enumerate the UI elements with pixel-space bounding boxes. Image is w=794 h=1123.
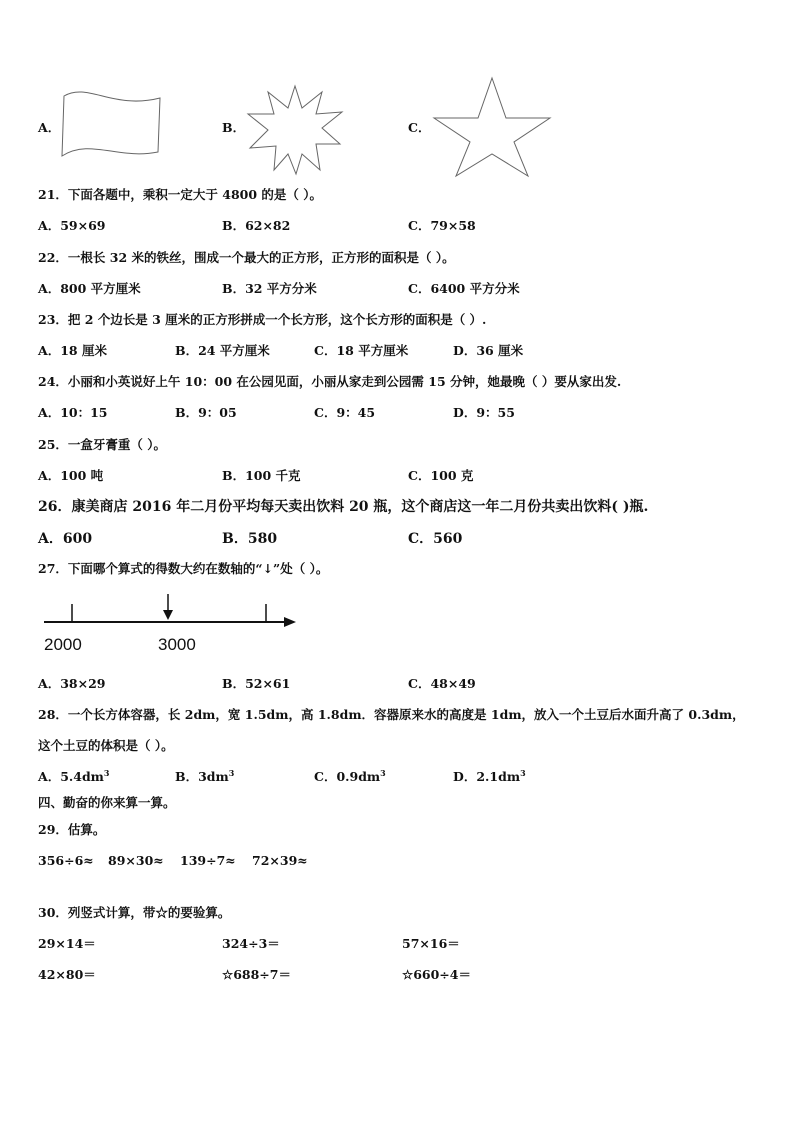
q28-option-c: C．$0.9dm^3$ bbox=[314, 767, 386, 784]
number-line-arrowhead bbox=[284, 617, 296, 627]
axis-label-2000: 2000 bbox=[44, 635, 82, 654]
q22-stem: 22．一根长 32 米的铁丝，围成一个最大的正方形，正方形的面积是（ ）。 bbox=[38, 250, 455, 265]
five-point-star-shape bbox=[430, 76, 554, 178]
wavy-flag-shape bbox=[58, 88, 164, 160]
q23-stem: 23．把 2 个边长是 3 厘米的正方形拼成一个长方形，这个长方形的面积是（ ）. bbox=[38, 312, 487, 327]
q27-option-a: A．38×29 bbox=[38, 676, 106, 691]
q22-option-a: A．800 平方厘米 bbox=[38, 281, 141, 296]
axis-label-3000: 3000 bbox=[158, 635, 196, 654]
q30-item-2: 324÷3＝ bbox=[222, 936, 280, 951]
q24-option-b: B．9：05 bbox=[175, 405, 237, 420]
q24-option-d: D．9：55 bbox=[453, 405, 515, 420]
q30-item-5: ☆688÷7＝ bbox=[222, 967, 291, 982]
q30-stem: 30．列竖式计算，带☆的要验算。 bbox=[38, 905, 231, 920]
section-4-title: 四、勤奋的你来算一算。 bbox=[38, 795, 176, 810]
q30-item-3: 57×16＝ bbox=[402, 936, 460, 951]
option-b-label: B． bbox=[222, 120, 246, 135]
q25-stem: 25．一盒牙膏重（ ）。 bbox=[38, 437, 166, 452]
q28-stem-line2: 这个土豆的体积是（ ）。 bbox=[38, 738, 174, 753]
q23-option-b: B．24 平方厘米 bbox=[175, 343, 270, 358]
q23-option-d: D．36 厘米 bbox=[453, 343, 524, 358]
q30-item-6: ☆660÷4＝ bbox=[402, 967, 471, 982]
option-c-label: C． bbox=[408, 120, 431, 135]
down-arrow-head bbox=[163, 610, 173, 620]
starburst-shape bbox=[246, 84, 344, 176]
q28-option-a: A．$5.4dm^3$ bbox=[38, 767, 110, 784]
q30-item-1: 29×14＝ bbox=[38, 936, 96, 951]
q21-option-b: B．62×82 bbox=[222, 218, 291, 233]
q26-stem: 26．康美商店 2016 年二月份平均每天卖出饮料 20 瓶，这个商店这一年二月份共卖出饮料( )瓶. bbox=[38, 499, 649, 515]
q25-option-c: C．100 克 bbox=[408, 468, 474, 483]
q22-option-c: C．6400 平方分米 bbox=[408, 281, 520, 296]
q24-option-c: C．9：45 bbox=[314, 405, 376, 420]
q21-stem: 21．下面各题中，乘积一定大于 4800 的是（ ）。 bbox=[38, 187, 322, 202]
q23-option-a: A．18 厘米 bbox=[38, 343, 107, 358]
q28-option-b: B．$3dm^3$ bbox=[175, 767, 235, 784]
q25-option-a: A．100 吨 bbox=[38, 468, 104, 483]
option-a-label: A． bbox=[38, 120, 61, 135]
q26-option-a: A．600 bbox=[38, 531, 93, 547]
q28-option-d: D．$2.1dm^3$ bbox=[453, 767, 526, 784]
q29-item-4: 72×39≈ bbox=[252, 853, 308, 868]
q21-option-c: C．79×58 bbox=[408, 218, 476, 233]
q21-option-a: A．59×69 bbox=[38, 218, 106, 233]
q24-stem: 24．小丽和小英说好上午 10：00 在公园见面，小丽从家走到公园需 15 分钟，她最晚（ ）要从家出发. bbox=[38, 374, 622, 389]
q27-option-c: C．48×49 bbox=[408, 676, 476, 691]
q29-item-3: 139÷7≈ bbox=[180, 853, 236, 868]
q30-item-4: 42×80＝ bbox=[38, 967, 96, 982]
q27-stem: 27．下面哪个算式的得数大约在数轴的“↓”处（ ）。 bbox=[38, 561, 329, 576]
q28-stem: 28．一个长方体容器，长 2dm，宽 1.5dm，高 1.8dm．容器原来水的高度是 1dm，放入一个土豆后水面升高了 0.3dm， bbox=[38, 707, 745, 722]
q26-option-c: C．560 bbox=[408, 531, 463, 547]
q24-option-a: A．10：15 bbox=[38, 405, 108, 420]
q29-item-2: 89×30≈ bbox=[108, 853, 164, 868]
q22-option-b: B．32 平方分米 bbox=[222, 281, 317, 296]
q29-item-1: 356÷6≈ bbox=[38, 853, 94, 868]
q23-option-c: C．18 平方厘米 bbox=[314, 343, 409, 358]
q29-stem: 29．估算。 bbox=[38, 822, 106, 837]
q26-option-b: B．580 bbox=[222, 531, 278, 547]
q27-option-b: B．52×61 bbox=[222, 676, 291, 691]
q25-option-b: B．100 千克 bbox=[222, 468, 301, 483]
